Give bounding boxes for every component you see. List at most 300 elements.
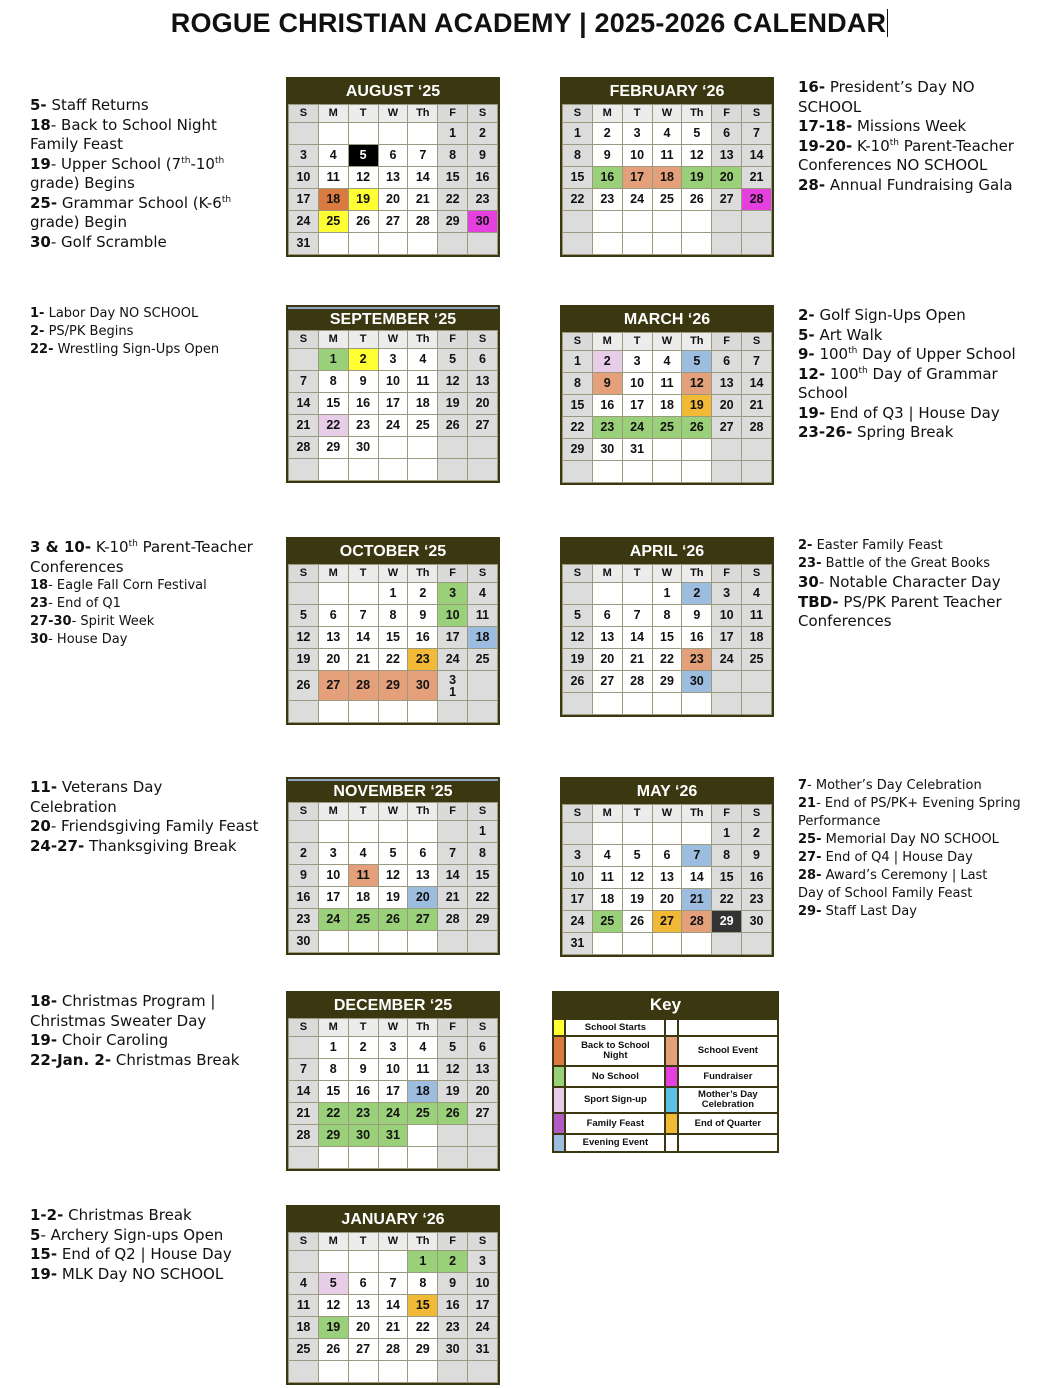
day-cell: 30 bbox=[289, 931, 319, 953]
day-cell: 12 bbox=[348, 167, 378, 189]
empty-day-cell bbox=[712, 461, 742, 483]
day-cell: 2 bbox=[348, 349, 378, 371]
day-cell: 7 bbox=[438, 843, 468, 865]
day-cell: 16 bbox=[682, 627, 712, 649]
day-cell: 9 bbox=[592, 145, 622, 167]
empty-day-cell bbox=[712, 671, 742, 693]
event-note-line bbox=[30, 1012, 239, 1032]
empty-day-cell bbox=[378, 437, 408, 459]
event-text: Conferences bbox=[30, 557, 124, 576]
day-cell: 22 bbox=[468, 887, 498, 909]
month-grid bbox=[288, 564, 498, 723]
day-cell: 7 bbox=[742, 123, 772, 145]
empty-day-cell bbox=[408, 459, 438, 481]
weekday-header: Th bbox=[408, 1019, 438, 1037]
day-cell: 18 bbox=[408, 393, 438, 415]
empty-day-cell bbox=[622, 233, 652, 255]
event-note-line bbox=[798, 345, 1016, 365]
legend-label: Evening Event bbox=[565, 1134, 665, 1152]
weekday-header: M bbox=[318, 105, 348, 123]
week-row bbox=[563, 373, 772, 395]
event-date: 30 bbox=[798, 573, 819, 591]
weekday-header: T bbox=[348, 105, 378, 123]
week-row bbox=[563, 145, 772, 167]
event-date: TBD- bbox=[798, 592, 839, 611]
day-cell: 24 bbox=[438, 649, 468, 671]
event-note-line bbox=[30, 135, 231, 155]
day-cell: 17 bbox=[378, 1081, 408, 1103]
day-cell: 23 bbox=[742, 889, 772, 911]
empty-day-cell bbox=[348, 821, 378, 843]
day-cell: 6 bbox=[348, 1273, 378, 1295]
legend-label: Mother’s Day Celebration bbox=[678, 1087, 778, 1113]
day-cell: 18 bbox=[408, 1081, 438, 1103]
weekday-header: M bbox=[318, 1019, 348, 1037]
day-cell: 8 bbox=[468, 843, 498, 865]
day-cell: 6 bbox=[712, 351, 742, 373]
week-row bbox=[289, 1037, 498, 1059]
empty-day-cell bbox=[592, 933, 622, 955]
weekday-header: F bbox=[712, 333, 742, 351]
month-grid bbox=[562, 104, 772, 255]
day-cell: 23 bbox=[438, 1317, 468, 1339]
month-calendar-sep bbox=[286, 305, 500, 483]
empty-day-cell bbox=[563, 823, 593, 845]
weekday-header: T bbox=[622, 333, 652, 351]
event-text: Performance bbox=[798, 814, 881, 829]
day-cell: 27 bbox=[712, 189, 742, 211]
event-date: 22-Jan. 2- bbox=[30, 1050, 112, 1069]
day-cell: 30 bbox=[348, 437, 378, 459]
event-text: Easter Family Feast bbox=[812, 538, 943, 553]
empty-day-cell bbox=[289, 701, 319, 723]
day-cell: 26 bbox=[622, 911, 652, 933]
day-cell: 8 bbox=[712, 845, 742, 867]
event-date: 18- bbox=[30, 992, 58, 1010]
event-note-line bbox=[798, 612, 1002, 632]
empty-day-cell bbox=[468, 671, 498, 701]
day-cell: 4 bbox=[592, 845, 622, 867]
day-cell: 14 bbox=[348, 627, 378, 649]
day-cell: 12 bbox=[682, 145, 712, 167]
week-row bbox=[289, 887, 498, 909]
event-text: President’s Day NO bbox=[825, 78, 975, 96]
week-row bbox=[563, 933, 772, 955]
day-cell: 19 bbox=[318, 1317, 348, 1339]
day-cell: 19 bbox=[438, 393, 468, 415]
day-cell: 27 bbox=[318, 671, 348, 701]
weekday-header: M bbox=[318, 803, 348, 821]
week-row bbox=[289, 437, 498, 459]
day-cell: 9 bbox=[592, 373, 622, 395]
event-text: grade) Begins bbox=[30, 174, 135, 192]
event-notes-aug bbox=[30, 96, 231, 252]
week-row bbox=[563, 671, 772, 693]
day-cell: 17 bbox=[468, 1295, 498, 1317]
day-cell: 2 bbox=[408, 583, 438, 605]
event-date: 15- bbox=[30, 1245, 58, 1263]
day-cell: 10 bbox=[318, 865, 348, 887]
event-notes-may bbox=[798, 777, 1021, 921]
event-text: School bbox=[798, 384, 848, 402]
event-text: 100 bbox=[814, 345, 849, 363]
day-cell: 9 bbox=[468, 145, 498, 167]
empty-day-cell bbox=[438, 1147, 468, 1169]
event-date: 9- bbox=[798, 345, 815, 363]
event-date: 19- bbox=[30, 1264, 58, 1283]
ordinal-suffix: th bbox=[889, 137, 899, 148]
event-note-line bbox=[30, 174, 231, 194]
weekday-header: Th bbox=[408, 1233, 438, 1251]
week-row bbox=[289, 1295, 498, 1317]
day-cell: 19 bbox=[682, 395, 712, 417]
day-cell: 2 bbox=[682, 583, 712, 605]
day-cell: 25 bbox=[742, 649, 772, 671]
day-cell: 13 bbox=[712, 373, 742, 395]
empty-day-cell bbox=[682, 933, 712, 955]
day-cell: 18 bbox=[592, 889, 622, 911]
day-cell: 28 bbox=[348, 671, 378, 701]
week-row bbox=[289, 583, 498, 605]
day-cell: 10 bbox=[468, 1273, 498, 1295]
day-cell: 20 bbox=[348, 1317, 378, 1339]
day-cell: 13 bbox=[408, 865, 438, 887]
legend-label: School Event bbox=[678, 1036, 778, 1066]
weekday-header: T bbox=[348, 1019, 378, 1037]
day-cell: 10 bbox=[378, 1059, 408, 1081]
event-note-line bbox=[30, 1226, 232, 1246]
weekday-header: W bbox=[378, 1233, 408, 1251]
empty-day-cell bbox=[563, 583, 593, 605]
weekday-header: W bbox=[652, 105, 682, 123]
event-note-line bbox=[798, 795, 1021, 813]
empty-day-cell bbox=[622, 933, 652, 955]
day-cell: 23 bbox=[289, 909, 319, 931]
legend-label: No School bbox=[565, 1066, 665, 1087]
legend-swatch bbox=[553, 1087, 565, 1113]
day-cell: 4 bbox=[652, 123, 682, 145]
event-text: Christmas Sweater Day bbox=[30, 1011, 207, 1030]
event-text: Christmas Break bbox=[111, 1050, 240, 1069]
event-date: 3 & 10- bbox=[30, 538, 92, 556]
weekday-header: S bbox=[289, 331, 319, 349]
day-cell: 10 bbox=[289, 167, 319, 189]
month-grid bbox=[288, 1232, 498, 1383]
event-date: 11- bbox=[30, 778, 58, 796]
day-cell: 3 bbox=[563, 845, 593, 867]
day-cell: 21 bbox=[438, 887, 468, 909]
empty-day-cell bbox=[563, 693, 593, 715]
empty-day-cell bbox=[348, 1361, 378, 1383]
empty-day-cell bbox=[468, 1147, 498, 1169]
weekday-header: F bbox=[438, 1233, 468, 1251]
day-cell: 8 bbox=[378, 605, 408, 627]
event-note-line bbox=[30, 116, 231, 136]
weekday-header: W bbox=[378, 1019, 408, 1037]
day-cell: 12 bbox=[438, 371, 468, 393]
day-cell: 6 bbox=[652, 845, 682, 867]
day-cell: 14 bbox=[408, 167, 438, 189]
empty-day-cell bbox=[712, 933, 742, 955]
weekday-header: M bbox=[318, 1233, 348, 1251]
empty-day-cell bbox=[289, 583, 319, 605]
month-title: MARCH ‘26 bbox=[562, 307, 772, 332]
weekday-header: S bbox=[289, 565, 319, 583]
day-cell: 16 bbox=[289, 887, 319, 909]
day-cell: 15 bbox=[563, 395, 593, 417]
event-note-line bbox=[798, 326, 1016, 346]
week-row bbox=[289, 1125, 498, 1147]
week-row bbox=[289, 701, 498, 723]
event-text: - Upper School (7 bbox=[50, 154, 182, 173]
empty-day-cell bbox=[348, 123, 378, 145]
day-cell: 18 bbox=[652, 167, 682, 189]
weekday-header: T bbox=[348, 331, 378, 349]
day-cell: 1 bbox=[318, 1037, 348, 1059]
event-note-line bbox=[30, 323, 219, 341]
day-cell: 3 bbox=[622, 123, 652, 145]
event-date: 22- bbox=[30, 342, 54, 357]
weekday-header: S bbox=[289, 1019, 319, 1037]
day-cell: 21 bbox=[742, 167, 772, 189]
day-cell: 8 bbox=[563, 373, 593, 395]
event-note-line bbox=[30, 613, 253, 631]
day-cell: 10 bbox=[622, 145, 652, 167]
empty-day-cell bbox=[563, 233, 593, 255]
day-cell: 4 bbox=[652, 351, 682, 373]
empty-day-cell bbox=[348, 233, 378, 255]
empty-day-cell bbox=[592, 693, 622, 715]
day-cell: 24 bbox=[712, 649, 742, 671]
week-row bbox=[289, 371, 498, 393]
day-cell: 1 bbox=[318, 349, 348, 371]
day-cell: 7 bbox=[289, 1059, 319, 1081]
weekday-header: F bbox=[438, 105, 468, 123]
day-cell: 15 bbox=[318, 393, 348, 415]
day-cell: 4 bbox=[408, 1037, 438, 1059]
empty-day-cell bbox=[378, 1361, 408, 1383]
day-cell: 1 bbox=[408, 1251, 438, 1273]
empty-day-cell bbox=[438, 1125, 468, 1147]
day-cell: 11 bbox=[408, 371, 438, 393]
day-cell: 28 bbox=[438, 909, 468, 931]
week-row bbox=[289, 627, 498, 649]
day-cell: 30 bbox=[408, 671, 438, 701]
week-row bbox=[289, 459, 498, 481]
week-row bbox=[289, 189, 498, 211]
empty-day-cell bbox=[438, 821, 468, 843]
weekday-header: T bbox=[348, 1233, 378, 1251]
day-cell: 19 bbox=[438, 1081, 468, 1103]
month-grid bbox=[288, 330, 498, 481]
event-date: 30 bbox=[30, 632, 49, 647]
weekday-header: M bbox=[318, 565, 348, 583]
weekday-header: S bbox=[468, 565, 498, 583]
day-cell: 13 bbox=[712, 145, 742, 167]
day-cell: 21 bbox=[289, 415, 319, 437]
month-calendar-apr bbox=[560, 537, 774, 717]
empty-day-cell bbox=[563, 211, 593, 233]
event-note-line bbox=[30, 798, 259, 818]
day-cell: 24 bbox=[378, 1103, 408, 1125]
week-row bbox=[289, 415, 498, 437]
week-row bbox=[563, 583, 772, 605]
weekday-header: F bbox=[438, 1019, 468, 1037]
event-note-line bbox=[30, 341, 219, 359]
empty-day-cell bbox=[682, 461, 712, 483]
day-cell: 12 bbox=[318, 1295, 348, 1317]
weekday-header: S bbox=[742, 805, 772, 823]
weekday-header: S bbox=[563, 565, 593, 583]
day-cell: 23 bbox=[468, 189, 498, 211]
empty-day-cell bbox=[438, 1361, 468, 1383]
day-cell: 30 bbox=[592, 439, 622, 461]
empty-day-cell bbox=[318, 233, 348, 255]
day-cell: 3 bbox=[712, 583, 742, 605]
month-grid bbox=[562, 564, 772, 715]
day-cell: 3 bbox=[318, 843, 348, 865]
ordinal-suffix: th bbox=[214, 155, 225, 166]
event-text: Christmas Break bbox=[63, 1206, 192, 1224]
event-text: grade) Begin bbox=[30, 213, 127, 231]
empty-day-cell bbox=[378, 701, 408, 723]
day-cell: 15 bbox=[563, 167, 593, 189]
day-cell: 13 bbox=[348, 1295, 378, 1317]
empty-day-cell bbox=[652, 439, 682, 461]
day-cell: 12 bbox=[438, 1059, 468, 1081]
day-cell: 10 bbox=[622, 373, 652, 395]
weekday-header: S bbox=[563, 805, 593, 823]
day-cell: 29 bbox=[408, 1339, 438, 1361]
weekday-header: Th bbox=[682, 565, 712, 583]
event-text: Memorial Day NO SCHOOL bbox=[821, 832, 999, 847]
empty-day-cell bbox=[408, 123, 438, 145]
empty-day-cell bbox=[468, 1125, 498, 1147]
legend-label bbox=[678, 1019, 778, 1036]
event-text: - End of PS/PK+ Evening Spring bbox=[816, 796, 1021, 811]
day-cell: 1 bbox=[378, 583, 408, 605]
week-row bbox=[289, 1339, 498, 1361]
day-cell: 27 bbox=[348, 1339, 378, 1361]
event-text: MLK Day NO SCHOOL bbox=[57, 1264, 224, 1283]
event-note-line bbox=[798, 867, 1021, 885]
day-cell: 5 bbox=[378, 843, 408, 865]
empty-day-cell bbox=[378, 459, 408, 481]
week-row bbox=[289, 1081, 498, 1103]
empty-day-cell bbox=[468, 437, 498, 459]
day-cell: 12 bbox=[378, 865, 408, 887]
event-notes-dec bbox=[30, 992, 239, 1070]
weekday-header: F bbox=[438, 331, 468, 349]
weekday-header: F bbox=[712, 805, 742, 823]
event-text: Day of Upper School bbox=[857, 345, 1016, 363]
empty-day-cell bbox=[318, 1147, 348, 1169]
event-text: - Golf Scramble bbox=[50, 232, 167, 251]
day-cell: 4 bbox=[318, 145, 348, 167]
month-title: APRIL ‘26 bbox=[562, 539, 772, 564]
event-text: Spring Break bbox=[852, 423, 954, 441]
day-cell: 7 bbox=[348, 605, 378, 627]
day-cell: 7 bbox=[622, 605, 652, 627]
day-cell: 31 bbox=[468, 1339, 498, 1361]
day-cell: 9 bbox=[408, 605, 438, 627]
weekday-header: W bbox=[652, 333, 682, 351]
day-cell: 11 bbox=[652, 373, 682, 395]
empty-day-cell bbox=[592, 823, 622, 845]
day-cell: 11 bbox=[289, 1295, 319, 1317]
ordinal-suffix: th bbox=[858, 365, 868, 376]
empty-day-cell bbox=[318, 821, 348, 843]
day-cell: 13 bbox=[378, 167, 408, 189]
event-text: - Mother’s Day Celebration bbox=[807, 778, 982, 793]
event-date: 17-18- bbox=[798, 117, 853, 135]
weekday-header: S bbox=[468, 331, 498, 349]
empty-day-cell bbox=[712, 439, 742, 461]
day-cell: 2 bbox=[468, 123, 498, 145]
day-cell: 18 bbox=[742, 627, 772, 649]
event-text: Conferences NO SCHOOL bbox=[798, 156, 988, 174]
event-date: 27-30 bbox=[30, 614, 72, 629]
weekday-header: T bbox=[622, 105, 652, 123]
weekday-header: S bbox=[289, 803, 319, 821]
ordinal-suffix: th bbox=[848, 346, 858, 356]
week-row bbox=[563, 823, 772, 845]
event-note-line bbox=[30, 155, 231, 175]
empty-day-cell bbox=[318, 123, 348, 145]
event-text: PS/PK Begins bbox=[44, 324, 134, 339]
day-cell: 3 bbox=[622, 351, 652, 373]
legend-swatch bbox=[665, 1134, 677, 1152]
event-note-line bbox=[30, 1245, 232, 1265]
legend-label: Fundraiser bbox=[678, 1066, 778, 1087]
day-cell: 30 bbox=[468, 211, 498, 233]
day-cell: 12 bbox=[682, 373, 712, 395]
event-text: - Archery Sign-ups Open bbox=[40, 1225, 224, 1244]
event-date: 28- bbox=[798, 175, 826, 194]
day-cell: 26 bbox=[348, 211, 378, 233]
day-cell: 29 bbox=[652, 671, 682, 693]
day-cell: 22 bbox=[318, 1103, 348, 1125]
empty-day-cell bbox=[289, 123, 319, 145]
day-cell: 28 bbox=[622, 671, 652, 693]
event-date: 30 bbox=[30, 232, 51, 251]
day-cell: 21 bbox=[378, 1317, 408, 1339]
day-cell: 31 bbox=[378, 1125, 408, 1147]
day-cell: 25 bbox=[408, 415, 438, 437]
weekday-header: S bbox=[563, 105, 593, 123]
legend-title: Key bbox=[552, 991, 779, 1018]
event-note-line bbox=[798, 831, 1021, 849]
day-cell: 27 bbox=[468, 415, 498, 437]
day-cell: 13 bbox=[652, 867, 682, 889]
day-cell: 28 bbox=[289, 1125, 319, 1147]
day-cell: 1 bbox=[563, 123, 593, 145]
weekday-header: Th bbox=[408, 803, 438, 821]
week-row bbox=[563, 605, 772, 627]
week-row bbox=[563, 351, 772, 373]
day-cell: 8 bbox=[438, 145, 468, 167]
day-cell: 25 bbox=[468, 649, 498, 671]
empty-day-cell bbox=[682, 439, 712, 461]
day-cell: 4 bbox=[408, 349, 438, 371]
month-grid bbox=[288, 104, 498, 255]
event-note-line bbox=[798, 384, 1016, 404]
month-calendar-oct bbox=[286, 537, 500, 725]
event-text: 100 bbox=[825, 364, 859, 383]
day-cell: 2 bbox=[348, 1037, 378, 1059]
legend-label: Sport Sign-up bbox=[565, 1087, 665, 1113]
empty-day-cell bbox=[652, 211, 682, 233]
